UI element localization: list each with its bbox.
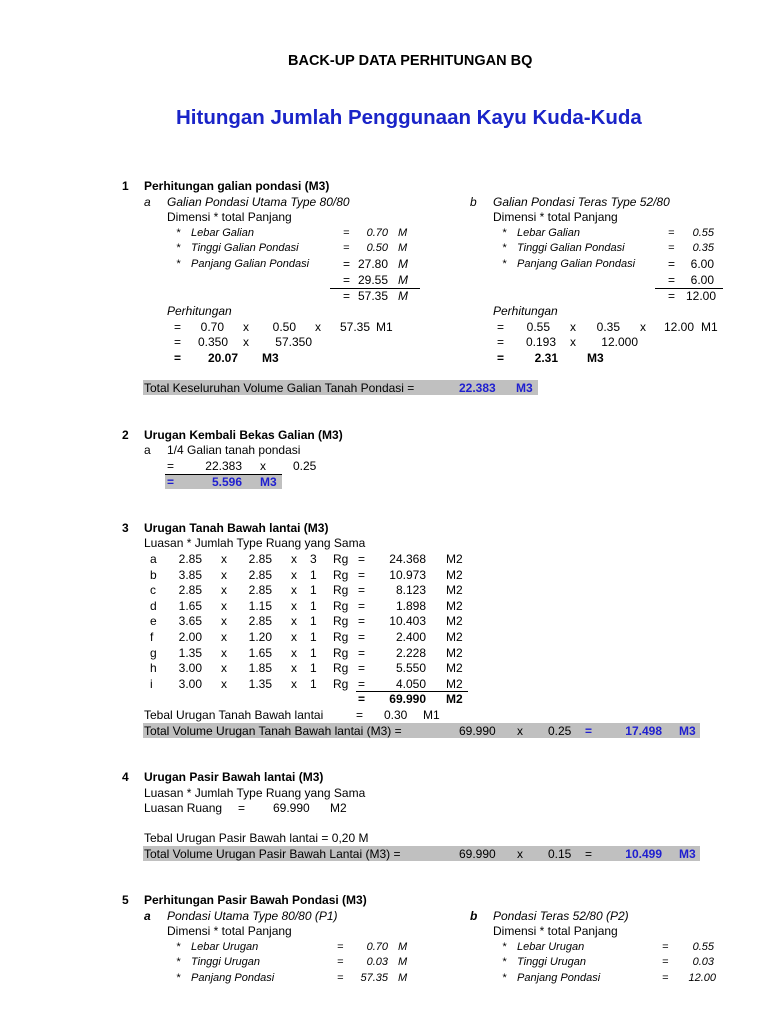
row-label: Panjang Galian Pondasi [191,258,310,270]
calc-label: Perhitungan [167,304,232,318]
total-unit: M3 [516,381,533,395]
equals: = [343,227,350,239]
equals: = [662,956,669,968]
room-dimension: 1.15 [248,598,272,613]
dimension-label: Dimensi * total Panjang [493,210,618,224]
result-unit: M3 [262,351,279,365]
sum-unit: M2 [446,692,463,706]
item-letter: b [470,909,478,923]
room-count-unit: Rg [333,567,349,582]
equals: = [358,676,366,691]
section-number: 4 [122,770,129,784]
room-letter: h [150,661,157,676]
room-dimension: 1 [310,567,317,582]
total-unit: M3 [679,724,696,738]
bullet: * [502,227,507,239]
room-letter: d [150,598,157,613]
total-label: Total Volume Urugan Tanah Bawah lantai (M3) = [144,724,402,738]
bullet: * [502,941,507,953]
row-unit: M [398,941,408,953]
bullet: * [176,227,181,239]
room-dimension: 3.85 [178,567,202,582]
tebal-label: Tebal Urugan Tanah Bawah lantai [144,708,324,722]
row-value: 0.03 [366,956,388,968]
room-dimension: 1 [310,630,317,644]
times: x [315,320,321,334]
bullet: * [176,941,181,953]
equals: = [174,335,182,349]
times: x [291,630,297,644]
equals: = [497,320,505,334]
calc-value: 57.350 [275,335,312,349]
times: x [291,583,297,598]
section-title: Urugan Pasir Bawah lantai (M3) [144,770,324,784]
row-value: 12.00 [688,972,716,984]
bullet: * [176,956,181,968]
item-name: Galian Pondasi Utama Type 80/80 [167,195,350,209]
room-dimension: 1 [310,661,317,676]
page-heading: Hitungan Jumlah Penggunaan Kayu Kuda-Kuda [176,106,642,129]
item-letter: b [470,195,477,209]
area-unit: M2 [446,614,463,629]
equals: = [668,273,676,287]
equals: = [358,614,366,629]
equals: = [668,289,676,303]
area-unit: M2 [446,598,463,613]
row-label: Lebar Galian [517,227,580,239]
row-label: Tinggi Urugan [517,956,586,968]
room-area-value: 1.898 [395,598,426,613]
tebal-value: 0.30 [384,708,408,722]
section-title: Perhitungan Pasir Bawah Pondasi (M3) [144,893,367,907]
times: x [517,724,523,738]
room-dimension: 1.65 [248,645,272,660]
item-letter: a [144,443,151,457]
equals: = [343,257,351,271]
row-value: 0.70 [366,941,388,953]
times: x [221,676,227,691]
equals: = [174,351,182,365]
equals: = [167,475,175,489]
item-name: Pondasi Teras 52/80 (P2) [493,909,629,923]
calc-value: 12.000 [601,335,638,349]
calc-value: 0.350 [197,335,228,349]
total-value: 12.00 [685,289,716,303]
equals: = [662,941,669,953]
equals: = [337,972,344,984]
total-value: 69.990 [459,724,496,738]
item-name: Pondasi Utama Type 80/80 (P1) [167,909,338,923]
row-value: 0.50 [366,242,388,254]
bullet: * [176,242,181,254]
room-area-value: 10.973 [389,567,426,582]
room-dimension: 2.85 [248,552,272,566]
row-value: 0.03 [692,956,714,968]
area-unit: M2 [446,567,463,582]
room-dimension: 1 [310,598,317,613]
room-count-unit: Rg [333,645,349,660]
row-value: 57.35 [360,972,388,984]
luasan-unit: M2 [330,801,347,815]
times: x [221,552,227,566]
room-dimension: 1.20 [248,630,272,644]
section-desc: Luasan * Jumlah Type Ruang yang Sama [144,536,366,550]
calc-value: 0.193 [525,335,556,349]
times: x [291,552,297,566]
calc-unit: M1 [701,320,718,334]
calc-label: Perhitungan [493,304,558,318]
room-area-value: 24.368 [389,552,426,566]
calc-value: 12.00 [663,320,694,334]
equals: = [358,661,366,676]
equals: = [167,459,175,473]
equals: = [668,257,676,271]
result-value: 20.07 [207,351,238,365]
times: x [517,847,523,861]
equals: = [497,335,505,349]
row-unit: M [398,257,408,271]
total-result: 17.498 [625,724,662,738]
room-dimension: 3 [310,552,317,566]
result-unit: M3 [260,475,277,489]
row-label: Tinggi Galian Pondasi [191,242,299,254]
room-dimension: 1.85 [248,661,272,676]
room-dimension: 3.00 [178,661,202,676]
section-desc: Luasan * Jumlah Type Ruang yang Sama [144,786,366,800]
equals: = [497,351,505,365]
calc-value: 0.35 [596,320,620,334]
section-title: Urugan Tanah Bawah lantai (M3) [144,521,329,535]
result-unit: M3 [587,351,604,365]
room-count-unit: Rg [333,598,349,613]
area-unit: M2 [446,552,463,566]
extra-value: 6.00 [690,273,714,287]
bullet: * [176,258,181,270]
room-dimension: 2.85 [248,614,272,629]
room-area-value: 4.050 [395,676,426,691]
item-desc: 1/4 Galian tanah pondasi [167,443,301,457]
equals: = [358,692,366,706]
calc-value: 0.70 [200,320,224,334]
row-label: Panjang Pondasi [517,972,601,984]
times: x [570,335,576,349]
times: x [570,320,576,334]
row-value: 0.55 [692,941,714,953]
room-count-unit: Rg [333,661,349,676]
equals: = [358,598,366,613]
times: x [243,320,249,334]
room-dimension: 3.65 [178,614,202,629]
row-label: Lebar Galian [191,227,254,239]
times: x [291,614,297,629]
room-count-unit: Rg [333,583,349,598]
times: x [221,614,227,629]
area-unit: M2 [446,583,463,598]
bullet: * [502,972,507,984]
total-value: 57.35 [357,289,388,303]
total-label: Total Keseluruhan Volume Galian Tanah Pondasi = [144,381,415,395]
room-letter: a [150,552,157,566]
total-value: 69.990 [459,847,496,861]
total-label: Total Volume Urugan Pasir Bawah Lantai (M3) = [144,847,401,861]
equals: = [585,847,593,861]
times: x [221,567,227,582]
times: x [221,661,227,676]
equals: = [358,567,366,582]
room-dimension: 1 [310,676,317,691]
area-unit: M2 [446,661,463,676]
row-label: Lebar Urugan [191,941,259,953]
luasan-label: Luasan Ruang [144,801,223,815]
equals: = [337,941,344,953]
equals: = [662,972,669,984]
room-letter: g [150,645,157,660]
bullet: * [176,972,181,984]
calc-value: 0.50 [272,320,296,334]
section-number: 3 [122,521,129,535]
equals: = [358,645,366,660]
total-result: 10.499 [625,847,662,861]
section-title: Perhitungan galian pondasi (M3) [144,179,330,193]
row-unit: M [398,972,408,984]
row-value: 0.55 [692,227,714,239]
room-dimension: 1.35 [248,676,272,691]
room-dimension: 1 [310,645,317,660]
equals: = [343,242,350,254]
luasan-value: 69.990 [273,801,310,815]
equals: = [358,552,366,566]
room-dimension: 2.85 [248,567,272,582]
total-value: 0.25 [548,724,572,738]
times: x [221,645,227,660]
row-unit: M [398,956,408,968]
room-area-value: 5.550 [395,661,426,676]
extra-unit: M [398,273,408,287]
item-letter: a [144,195,151,209]
room-area-value: 8.123 [395,583,426,598]
section-number: 1 [122,179,129,193]
room-letter: b [150,567,157,582]
room-dimension: 1.65 [178,598,202,613]
room-letter: e [150,614,157,629]
room-count-unit: Rg [333,676,349,691]
sum-value: 69.990 [389,692,426,706]
calc-value: 0.25 [293,459,317,473]
area-unit: M2 [446,630,463,644]
times: x [291,645,297,660]
times: x [291,676,297,691]
equals: = [358,630,366,644]
room-letter: c [150,583,156,598]
row-unit: M [398,242,408,254]
room-dimension: 2.85 [178,552,202,566]
total-value: 22.383 [459,381,496,395]
section-number: 2 [122,428,129,442]
total-value: 0.15 [548,847,572,861]
row-value: 27.80 [357,257,388,271]
dimension-label: Dimensi * total Panjang [167,210,292,224]
equals: = [668,227,675,239]
row-value: 0.35 [692,242,714,254]
equals: = [337,956,344,968]
equals: = [358,583,366,598]
calc-value: 57.35 [339,320,370,334]
section-title: Urugan Kembali Bekas Galian (M3) [144,428,343,442]
row-value: 6.00 [690,257,714,271]
room-count-unit: Rg [333,552,349,566]
room-count-unit: Rg [333,630,349,644]
times: x [221,598,227,613]
room-area-value: 2.400 [395,630,426,644]
result-value: 5.596 [211,475,242,489]
times: x [291,661,297,676]
equals: = [238,801,246,815]
equals: = [668,242,675,254]
room-dimension: 2.85 [248,583,272,598]
extra-value: 29.55 [357,273,388,287]
room-count-unit: Rg [333,614,349,629]
row-label: Lebar Urugan [517,941,585,953]
equals: = [343,289,351,303]
tebal-label: Tebal Urugan Pasir Bawah lantai = 0,20 M [144,831,369,845]
row-label: Tinggi Galian Pondasi [517,242,625,254]
area-unit: M2 [446,676,463,691]
room-dimension: 1.35 [178,645,202,660]
equals: = [585,724,593,738]
dimension-label: Dimensi * total Panjang [493,924,618,938]
times: x [260,459,266,473]
item-name: Galian Pondasi Teras Type 52/80 [493,195,670,209]
document-title: BACK-UP DATA PERHITUNGAN BQ [288,53,533,69]
equals: = [343,273,351,287]
equals: = [174,320,182,334]
tebal-unit: M1 [423,708,440,722]
room-area-value: 2.228 [395,645,426,660]
room-dimension: 1 [310,614,317,629]
dimension-label: Dimensi * total Panjang [167,924,292,938]
room-letter: f [150,630,154,644]
result-value: 2.31 [534,351,558,365]
room-letter: i [150,676,153,691]
calc-unit: M1 [376,320,393,334]
times: x [291,598,297,613]
bullet: * [502,956,507,968]
row-label: Tinggi Urugan [191,956,260,968]
times: x [221,630,227,644]
times: x [640,320,646,334]
room-dimension: 1 [310,583,317,598]
area-unit: M2 [446,645,463,660]
calc-value: 0.55 [526,320,550,334]
total-unit: M3 [679,847,696,861]
row-value: 0.70 [366,227,388,239]
bullet: * [502,242,507,254]
times: x [221,583,227,598]
row-label: Panjang Pondasi [191,972,275,984]
room-dimension: 3.00 [178,676,202,691]
times: x [243,335,249,349]
item-letter: a [144,909,151,923]
total-unit: M [398,289,408,303]
room-dimension: 2.00 [178,630,202,644]
room-area-value: 10.403 [389,614,426,629]
room-dimension: 2.85 [178,583,202,598]
row-unit: M [398,227,408,239]
equals: = [356,708,364,722]
bullet: * [502,258,507,270]
times: x [291,567,297,582]
calc-value: 22.383 [205,459,242,473]
section-number: 5 [122,893,129,907]
row-label: Panjang Galian Pondasi [517,258,636,270]
